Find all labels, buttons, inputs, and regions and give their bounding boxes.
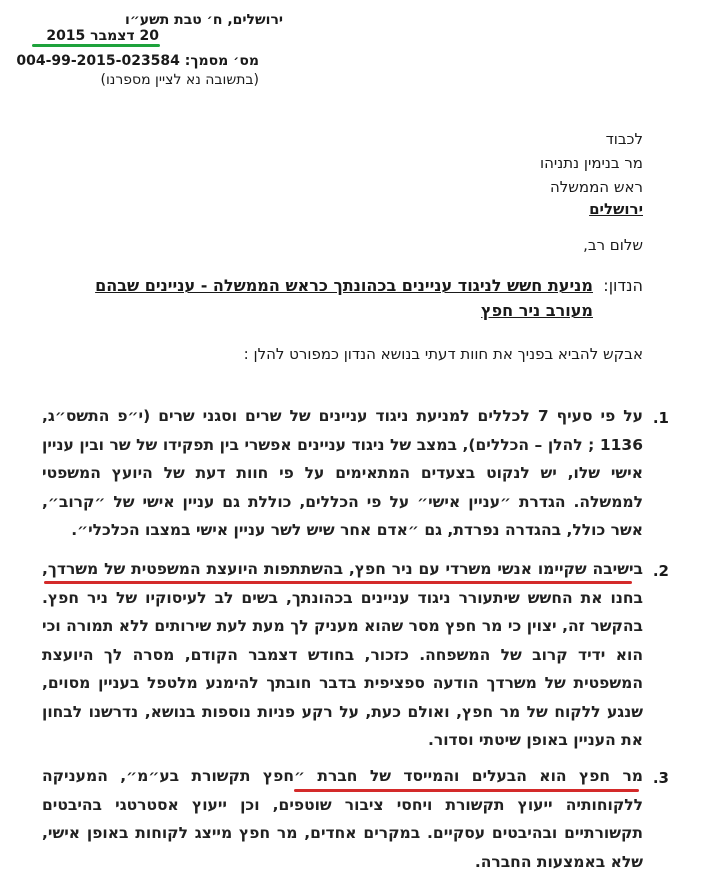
paragraph-number: .2	[652, 562, 669, 580]
ref-number: 004-99-2015-023584	[16, 53, 180, 69]
subject-line-1: מניעת חשש לניגוד עניינים בכהונתך כראש הממשלה - עניינים שבהם	[95, 276, 593, 295]
subject-line-2: מעורב ניר חפץ	[481, 301, 593, 320]
red-underline-mark	[44, 581, 632, 584]
recipient-name: מר בנימין נתניהו	[540, 154, 643, 172]
recipient-city: ירושלים	[589, 200, 643, 218]
date-hebrew: ירושלים, ח׳ טבת תשע״ו	[125, 12, 283, 28]
red-underline-mark	[294, 789, 639, 792]
paragraph-2: בישיבה שקיימו אנשי משרדי עם ניר חפץ, בהשתתפות היועצת המשפטית של משרדך, בחנו את החשש שיתעורר ניגוד עניינים בכהונתך, בשים לב לעיסוקיו של ניר חפץ. בהקשר זה, יצוין כי מר חפץ מסר שהוא מעניק לך מעת לעת שירותים ללא תמורה וכי הוא ידיד קרוב של המשפחה. כזכור, בחודש דצמבר הקודם, מסרה לך היועצת המשפטית של משרדך הודעה ספציפית בדבר חובתך להימנע מלטפל בעניין מסוים, שנגע ללקוח של מר חפץ, ואולם כעת, על רקע פניות נוספות בנושא, נדרשנו לבחון את העניין באופן שיטתי וסדור.	[42, 560, 643, 749]
recipient-to: לכבוד	[605, 130, 643, 148]
intro-text: אבקש להביא בפניך את חוות דעתי בנושא הנדון כמפורט להלן :	[243, 345, 643, 363]
date-gregorian: 20 דצמבר 2015	[46, 28, 159, 44]
paragraph-1: על פי סעיף 7 לכללים למניעת ניגוד עניינים של שרים וסגני שרים (י״פ התשס״ג, 1136 ; להלן – הכללים), במצב של ניגוד עניינים אפשרי בין תפקידו של שר ובין עניין אישי שלו, יש לנקוט בצעדים המתאימים על פי חוות דעת של היועץ המשפטי לממשלה. הגדרת ״עניין אישי״ על פי הכללים, כוללת גם עניין אישי של ״קרוב״, אשר כולל, בהגדרה נפרדת, גם ״אדם אחר שיש לשר עניין אישי במצבו הכלכלי״.	[42, 407, 643, 539]
document-ref	[16, 53, 259, 69]
paragraph-number: .3	[652, 769, 669, 787]
green-underline-mark	[32, 44, 160, 47]
ref-label: מס׳ מסמך:	[184, 53, 259, 69]
greeting: שלום רב,	[583, 236, 643, 254]
paragraph-3: מר חפץ הוא הבעלים והמייסד של חברת ״חפץ תקשורת בע״מ״, המעניקה ללקוחותיה ייעוץ תקשורת ויחסי ציבור שוטפים, וכן ייעוץ אסטרטגי בהיבטים תקשורתיים ובהיבטים עסקיים. במקרים אחדים, מר חפץ מייצג לקוחות באופן אישי, שלא באמצעות החברה.	[42, 767, 643, 871]
subject-label: הנדון:	[603, 276, 643, 295]
paragraph-number: .1	[652, 409, 669, 427]
recipient-title: ראש הממשלה	[549, 178, 643, 196]
ref-note: (בתשובה נא לציין מספרנו)	[100, 72, 259, 88]
